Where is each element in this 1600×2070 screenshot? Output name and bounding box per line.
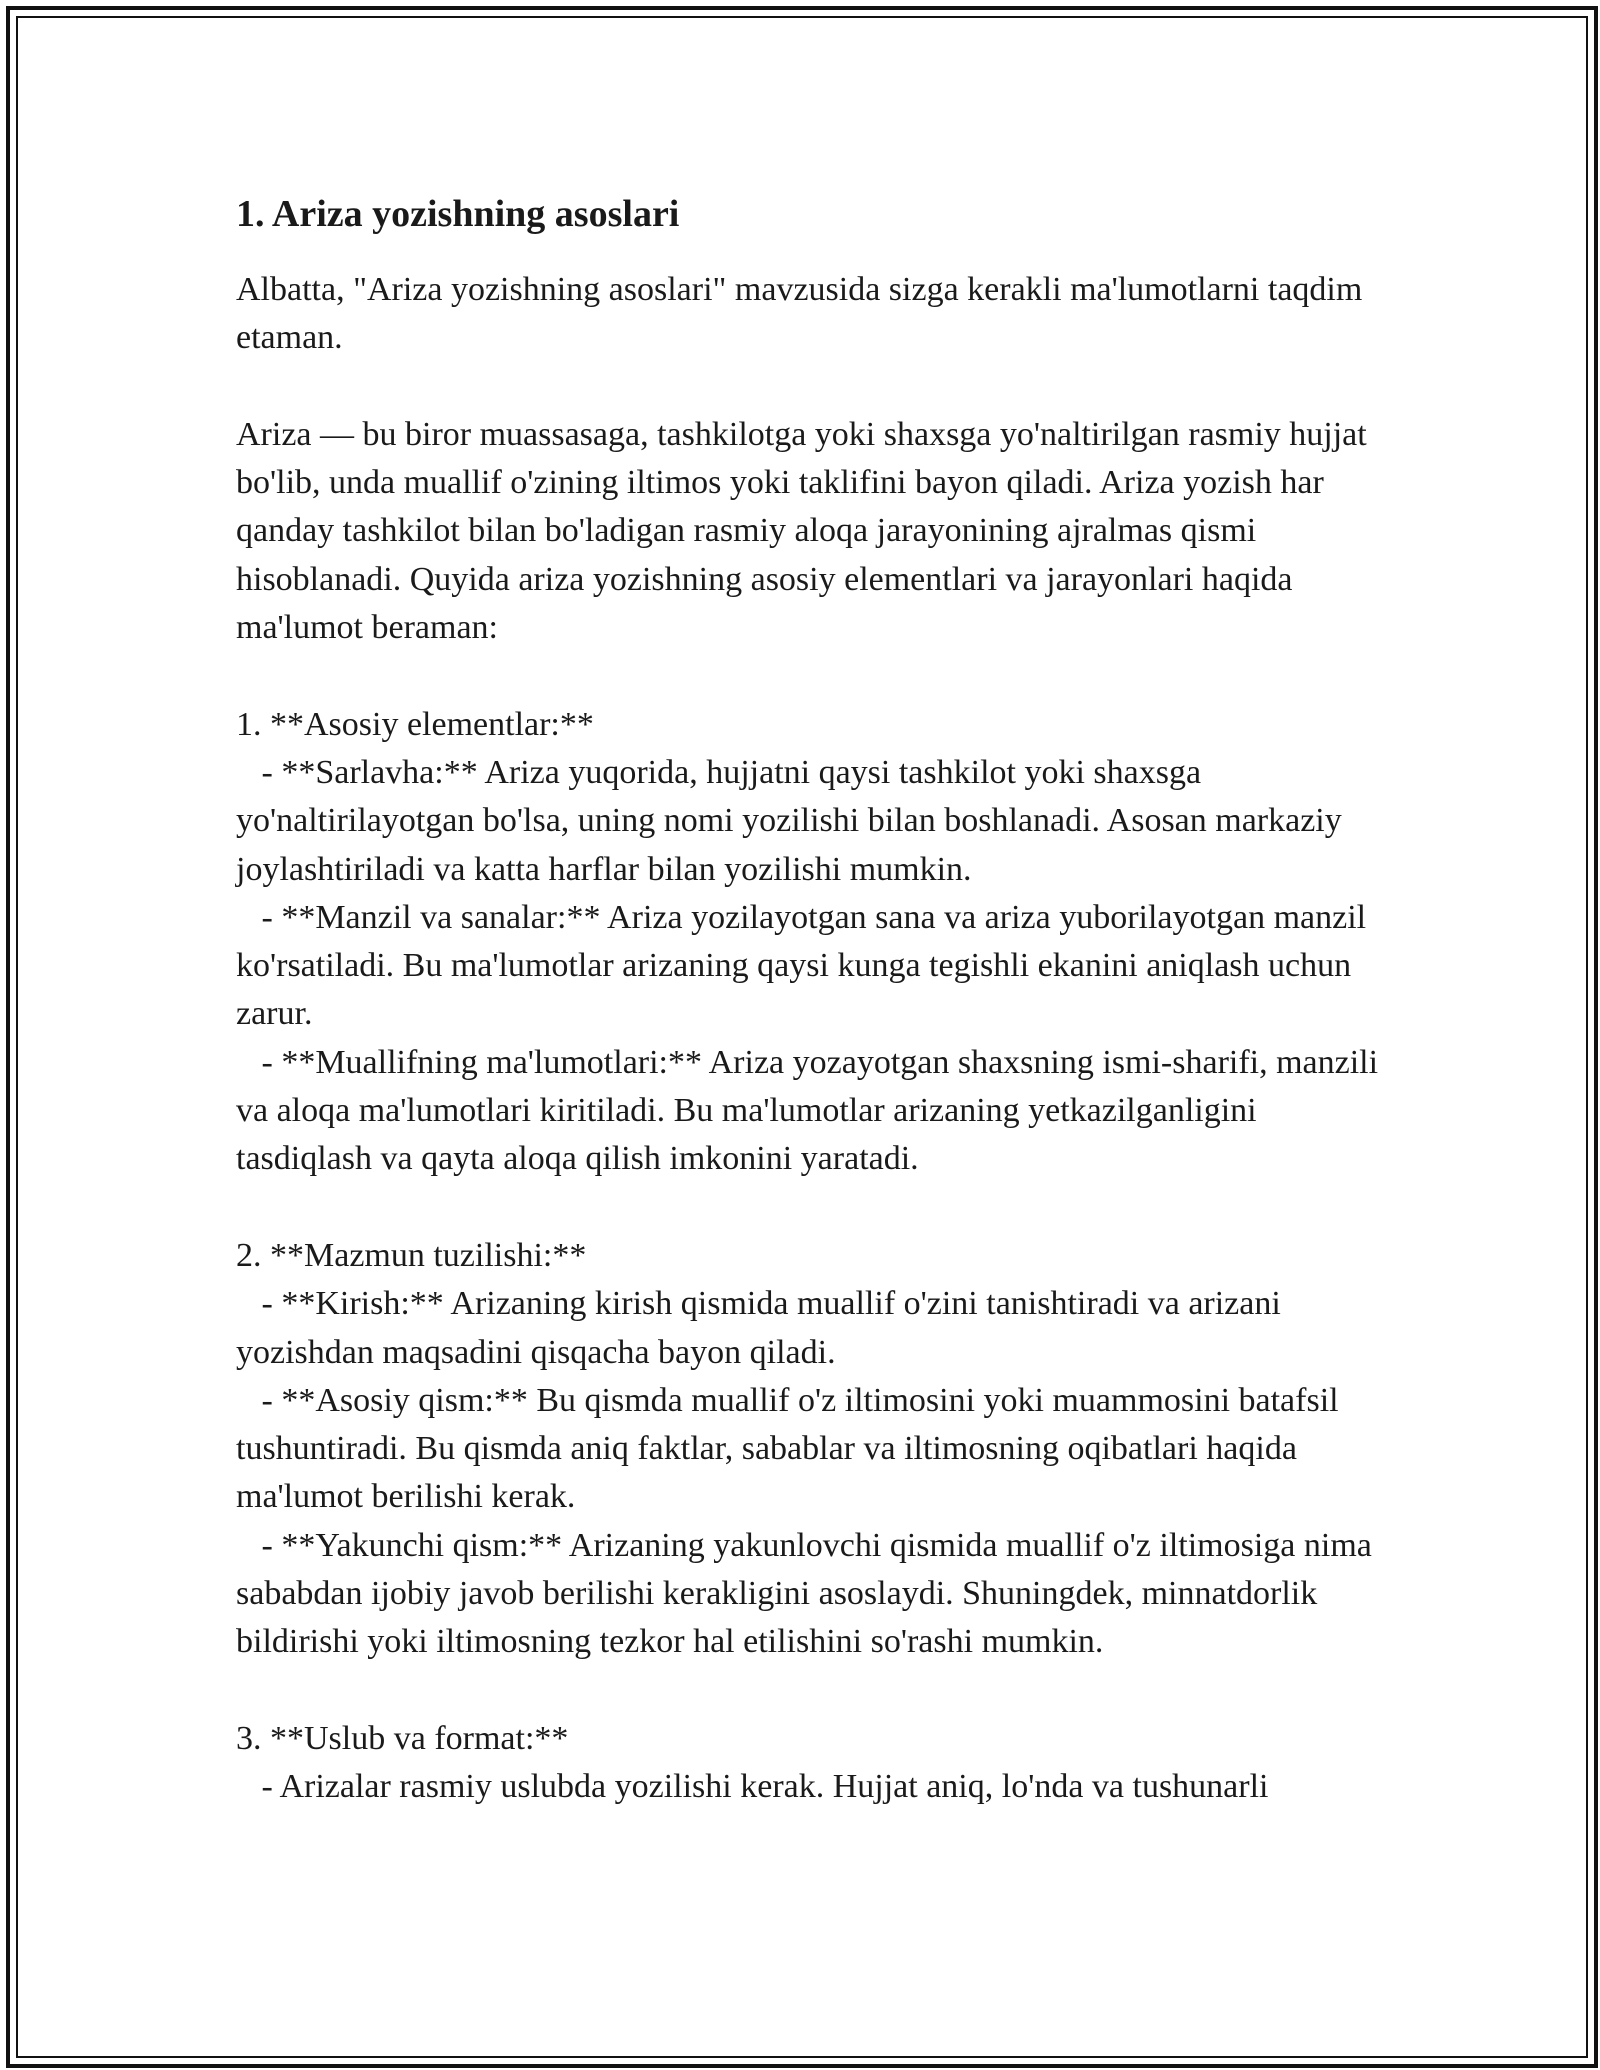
paragraph-spacer [236,652,1396,700]
list-item: - Arizalar rasmiy uslubda yozilishi kerak. Hujjat aniq, lo'nda va tushunarli [236,1768,1269,1806]
list-item: - **Muallifning ma'lumotlari:** Ariza yozayotgan shaxsning ismi-sharifi, manzili va aloqa ma'lumotlari kiritiladi. Bu ma'lumotlar arizaning yetkazilganligini tasdiqlash va qayta aloqa qilish imkonini yaratadi. [236,1043,1387,1178]
section-heading: 3. **Uslub va format:** [236,1719,569,1757]
section-heading: 1. **Asosiy elementlar:** [236,705,594,743]
list-item: - **Asosiy qism:** Bu qismda muallif o'z iltimosini yoki muammosini batafsil tushuntiradi. Bu qismda aniq faktlar, sabablar va iltimosning oqibatlari haqida ma'lumot berilishi kerak. [236,1381,1348,1516]
section-style-format [236,1715,1396,1812]
document-body [236,186,1396,1812]
list-item: - **Manzil va sanalar:** Ariza yozilayotgan sana va ariza yuborilayotgan manzil ko'rsatiladi. Bu ma'lumotlar arizaning qaysi kunga tegishli ekanini aniqlash uchun zarur. [236,898,1375,1033]
section-heading: 2. **Mazmun tuzilishi:** [236,1236,587,1274]
list-item: - **Sarlavha:** Ariza yuqorida, hujjatni qaysi tashkilot yoki shaxsga yo'naltirilayotgan bo'lsa, uning nomi yozilishi bilan boshlanadi. Asosan markaziy joylashtiriladi va katta harflar bilan yozilishi mumkin. [236,753,1351,888]
list-item: - **Kirish:** Arizaning kirish qismida muallif o'zini tanishtiradi va arizani yozishdan maqsadini qisqacha bayon qiladi. [236,1285,1290,1371]
list-item: - **Yakunchi qism:** Arizaning yakunlovchi qismida muallif o'z iltimosiga nima sababdan ijobiy javob berilishi kerakligini asoslaydi. Shuningdek, minnatdorlik bildirishi yoki iltimosning tezkor hal etilishini so'rashi mumkin. [236,1526,1381,1661]
section-basic-elements [236,701,1396,1184]
paragraph-spacer [236,1667,1396,1715]
intro-paragraph: Albatta, "Ariza yozishning asoslari" mavzusida sizga kerakli ma'lumotlarni taqdim etaman. [236,271,1363,357]
paragraph-spacer [236,363,1396,411]
section-content-structure [236,1232,1396,1667]
definition-paragraph: Ariza — bu biror muassasaga, tashkilotga yoki shaxsga yo'naltirilgan rasmiy hujjat bo'lib, unda muallif o'zining iltimos yoki taklifini bayon qiladi. Ariza yozish har qanday tashkilot bilan bo'ladigan rasmiy aloqa jarayonining ajralmas qismi hisoblanadi. Quyida ariza yozishning asosiy elementlari va jarayonlari haqida ma'lumot beraman: [236,415,1367,647]
paragraph-spacer [236,1184,1396,1232]
document-title: 1. Ariza yozishning asoslari [236,193,680,235]
